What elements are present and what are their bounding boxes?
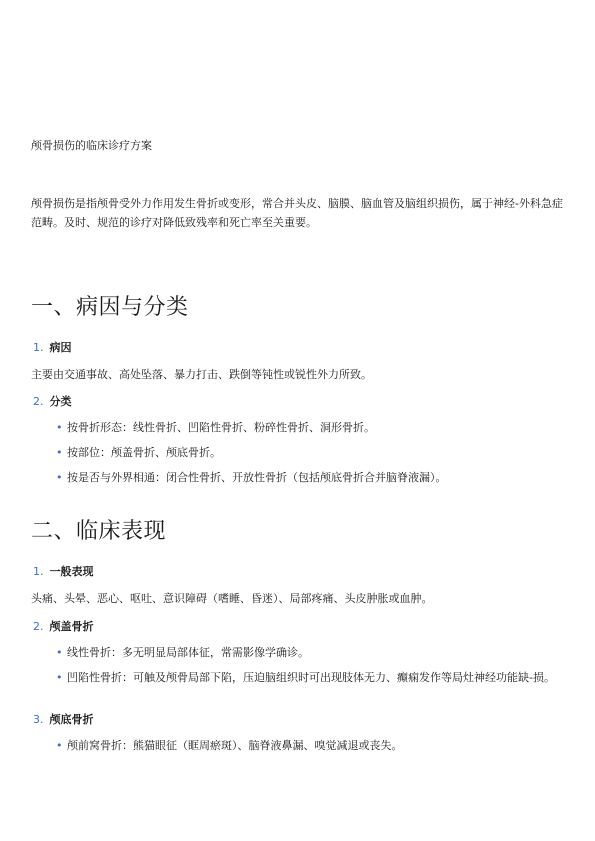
numbered-item-general xyxy=(33,565,94,579)
bullet-icon: • xyxy=(56,446,63,459)
etiology-paragraph: 主要由交通事故、高处坠落、暴力打击、跌倒等钝性或锐性外力所致。 xyxy=(31,368,372,381)
bullet-icon: • xyxy=(56,739,63,752)
list-item xyxy=(56,737,571,754)
list-item xyxy=(56,469,571,486)
item-number: 1. xyxy=(33,341,44,354)
document-title: 颅骨损伤的临床诊疗方案 xyxy=(31,139,152,152)
list-item-text: 凹陷性骨折：可触及颅骨局部下陷，压迫脑组织时可出现肢体无力、癫痫发作等局灶神经功能缺-损。 xyxy=(67,671,555,684)
list-item xyxy=(56,669,571,686)
item-number: 1. xyxy=(33,565,44,578)
item-label: 病因 xyxy=(49,341,72,354)
numbered-item-calvarial xyxy=(33,620,94,634)
item-label: 一般表现 xyxy=(49,565,94,578)
numbered-item-etiology xyxy=(33,341,72,355)
bullet-icon: • xyxy=(56,671,63,684)
list-item xyxy=(56,419,571,436)
list-item-text: 按是否与外界相通：闭合性骨折、开放性骨折（包括颅底骨折合并脑脊液漏）。 xyxy=(67,471,447,484)
section-heading-etiology: 一、病因与分类 xyxy=(31,295,189,320)
list-item-text: 按部位：颅盖骨折、颅底骨折。 xyxy=(67,446,221,459)
list-item xyxy=(56,644,571,661)
bullet-icon: • xyxy=(56,471,63,484)
item-number: 3. xyxy=(33,713,44,726)
item-label: 分类 xyxy=(49,395,72,408)
numbered-item-classification xyxy=(33,395,72,409)
list-item xyxy=(56,444,571,461)
numbered-item-skull-base xyxy=(33,713,94,727)
intro-paragraph: 颅骨损伤是指颅骨受外力作用发生骨折或变形，常合并头皮、脑膜、脑血管及脑组织损伤，属于神经-外科急症范畴。及时、规范的诊疗对降低致残率和死亡率至关重要。 xyxy=(31,197,563,229)
item-number: 2. xyxy=(33,395,44,408)
list-item-text: 按骨折形态：线性骨折、凹陷性骨折、粉碎性骨折、洞形骨折。 xyxy=(67,421,375,434)
bullet-icon: • xyxy=(56,646,63,659)
item-label: 颅盖骨折 xyxy=(49,620,94,633)
item-label: 颅底骨折 xyxy=(49,713,94,726)
item-number: 2. xyxy=(33,620,44,633)
bullet-icon: • xyxy=(56,421,63,434)
general-paragraph: 头痛、头晕、恶心、呕吐、意识障碍（嗜睡、昏迷）、局部疼痛、头皮肿胀或血肿。 xyxy=(31,592,433,605)
list-item-text: 线性骨折：多无明显局部体征，常需影像学确诊。 xyxy=(67,646,309,659)
section-heading-clinical: 二、临床表现 xyxy=(31,519,167,544)
list-item-text: 颅前窝骨折：熊猫眼征（眶周瘀斑）、脑脊液鼻漏、嗅觉减退或丧失。 xyxy=(67,739,403,752)
